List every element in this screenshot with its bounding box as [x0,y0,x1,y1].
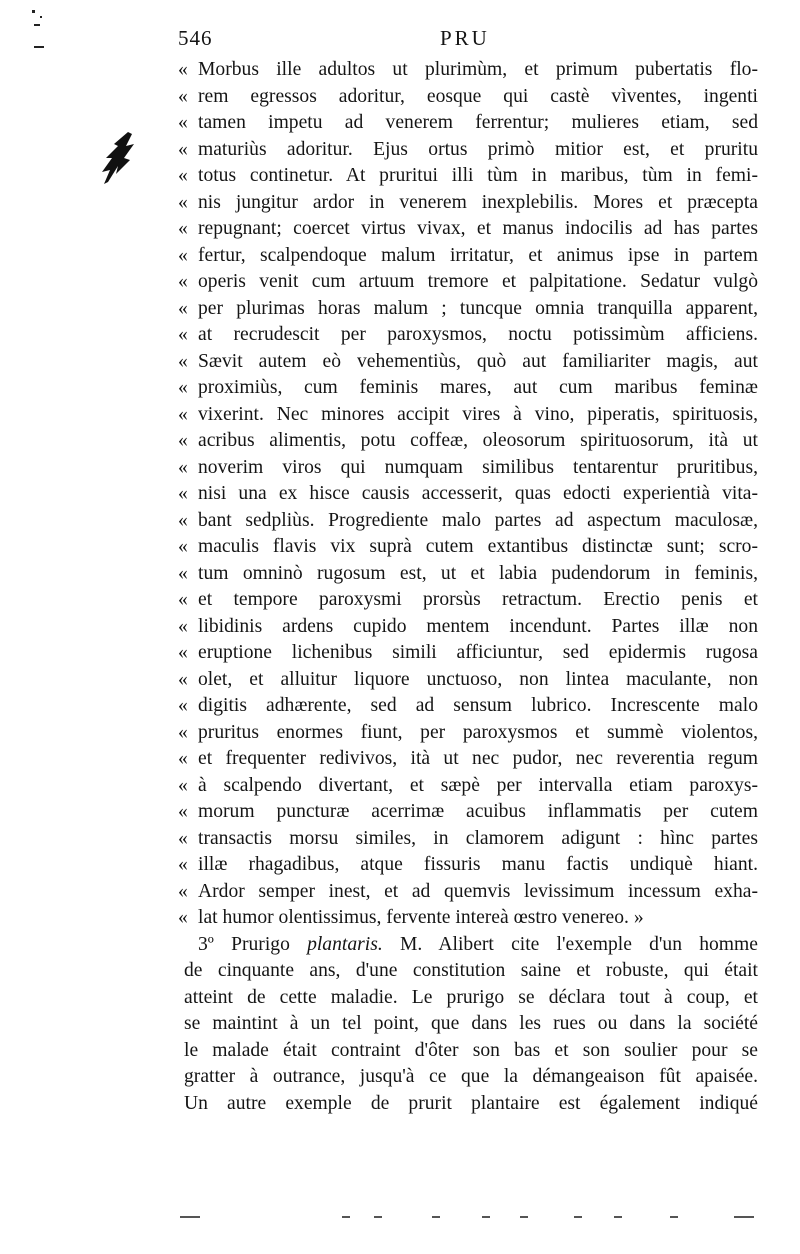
paragraph-line: gratter à outrance, jusqu'à ce que la démangeaison fût apaisée. [184,1066,758,1087]
quote-mark: « [178,801,188,822]
quote-mark: « [178,59,188,80]
quote-mark: « [178,350,188,372]
quote-line: eruptione lichenibus simili afficiuntur, sed epidermis rugosa [198,642,758,663]
paragraph-line: Un autre exemple de prurit plantaire est également indiqué [184,1092,758,1114]
running-head: PRU [440,26,490,50]
dash [670,1216,678,1218]
paragraph-line: M. Alibert cite l'exemple d'un homme [399,933,758,955]
dash [180,1216,200,1218]
quote-line: nis jungitur ardor in venerem inexplebilis. Mores et præcepta [198,191,758,213]
margin-tick [40,16,42,18]
quote-line: lat humor olentissimus, fervente intereà œstro venereo. » [198,907,644,928]
paragraph-line: se maintint à un tel point, que dans les rues ou dans la société [184,1013,758,1034]
quote-mark: « [178,271,188,292]
quote-mark: « [178,854,188,875]
dash [574,1216,582,1218]
dash [432,1216,440,1218]
quote-mark: « [178,430,188,451]
quote-line: proximiùs, cum feminis mares, aut cum maribus feminæ [198,377,758,398]
quote-line: totus continetur. At pruritui illi tùm in maribus, tùm in femi- [198,165,758,186]
section-heading-italic: plantaris. [307,933,383,955]
quote-mark: « [178,536,188,557]
quote-line: at recrudescit per paroxysmos, noctu potissimùm afficiens. [198,324,758,345]
quote-mark: « [178,907,188,928]
section-heading: Prurigo [231,933,290,955]
margin-tick [32,10,35,13]
quote-mark: « [178,218,188,239]
dash [734,1216,754,1218]
quote-line: Ardor semper inest, et ad quemvis levissimum incessum exha- [198,880,758,902]
quote-mark: « [178,615,188,637]
section-number: 3º [198,933,214,955]
quote-mark: « [178,85,188,107]
quote-line: illæ rhagadibus, atque fissuris manu factis undiquè hiant. [198,854,758,875]
quote-line: bant sedpliùs. Progrediente malo partes ad aspectum maculosæ, [198,509,758,531]
quote-line: tamen impetu ad venerem ferrentur; mulieres etiam, sed [198,112,758,133]
quote-line: rem egressos adoritur, eosque qui castè vìventes, ingenti [198,85,758,107]
quote-line: olet, et alluitur liquore unctuoso, non lintea maculante, non [198,668,758,690]
quote-line: digitis adhærente, sed ad sensum lubrico. Increscente malo [198,695,758,716]
dash [342,1216,350,1218]
quote-line: libidinis ardens cupido mentem incendunt. Partes illæ non [198,615,758,637]
quote-mark: « [178,324,188,345]
margin-tick [34,24,40,26]
ink-blot [98,130,138,186]
quote-line: Sævit autem eò vehementiùs, quò aut familiariter magis, aut [198,350,758,372]
quote-mark: « [178,191,188,213]
quote-mark: « [178,456,188,478]
quote-mark: « [178,589,188,610]
quote-line: acribus alimentis, potu coffeæ, oleosorum spirituosorum, ità ut [198,430,758,451]
quote-line: vixerint. Nec minores accipit vires à vino, piperatis, spirituosis, [198,403,758,425]
dash [614,1216,622,1218]
quote-line: maturiùs adoritur. Ejus ortus primò mitior est, et pruritu [198,138,758,160]
quote-mark: « [178,483,188,504]
quote-mark: « [178,244,188,266]
quote-line: transactis morsu similes, in clamorem adigunt : hìnc partes [198,827,758,849]
page-number: 546 [178,26,213,50]
quote-mark: « [178,377,188,398]
dash [482,1216,490,1218]
quote-line: à scalpendo divertant, et sæpè per intervalla etiam paroxys- [198,774,758,796]
quote-mark: « [178,721,188,743]
quote-mark: « [178,748,188,769]
paragraph-line: de cinquante ans, d'une constitution saine et robuste, qui était [184,960,758,981]
dash [374,1216,382,1218]
page-header [178,26,758,56]
quote-line: morum puncturæ acerrimæ acuibus inflammatis per cutem [198,801,758,822]
quote-line: et frequenter redivivos, ità ut nec pudor, nec reverentia regum [198,748,758,769]
footer-dashes [178,1216,758,1220]
quote-mark: « [178,668,188,690]
quote-mark: « [178,827,188,849]
quote-line: per plurimas horas malum ; tuncque omnia tranquilla apparent, [198,297,758,319]
quote-mark: « [178,642,188,663]
quote-line: tum omninò rugosum est, ut et labia pudendorum in feminis, [198,562,758,584]
paragraph-heading-line [198,932,758,958]
quote-line: maculis flavis vix suprà cutem extantibus distinctæ sunt; scro- [198,536,758,557]
quote-line: fertur, scalpendoque malum irritatur, et animus ipse in partem [198,244,758,266]
quote-mark: « [178,297,188,319]
quote-mark: « [178,112,188,133]
paragraph-line: le malade était contraint d'ôter son bas et son soulier pour se [184,1039,758,1061]
quote-mark: « [178,880,188,902]
quote-line: noverim viros qui numquam similibus tentarentur pruritibus, [198,456,758,478]
quote-line: et tempore paroxysmi prorsùs retractum. Erectio penis et [198,589,758,610]
quote-line: Morbus ille adultos ut plurimùm, et primum pubertatis flo- [198,59,758,80]
quote-mark: « [178,509,188,531]
margin-tick [34,46,44,48]
quote-mark: « [178,562,188,584]
paragraph-line: atteint de cette maladie. Le prurigo se déclara tout à coup, et [184,986,758,1008]
quote-mark: « [178,403,188,425]
quote-line: nisi una ex hisce causis accesserit, quas edocti experientià vita- [198,483,758,504]
quote-mark: « [178,138,188,160]
quote-line: operis venit cum artuum tremore et palpitatione. Sedatur vulgò [198,271,758,292]
quote-mark: « [178,695,188,716]
quote-line: repugnant; coercet virtus vivax, et manus indocilis ad has partes [198,218,758,239]
quote-line: pruritus enormes fiunt, per paroxysmos et summè violentos, [198,721,758,743]
quote-mark: « [178,165,188,186]
quote-mark: « [178,774,188,796]
dash [520,1216,528,1218]
